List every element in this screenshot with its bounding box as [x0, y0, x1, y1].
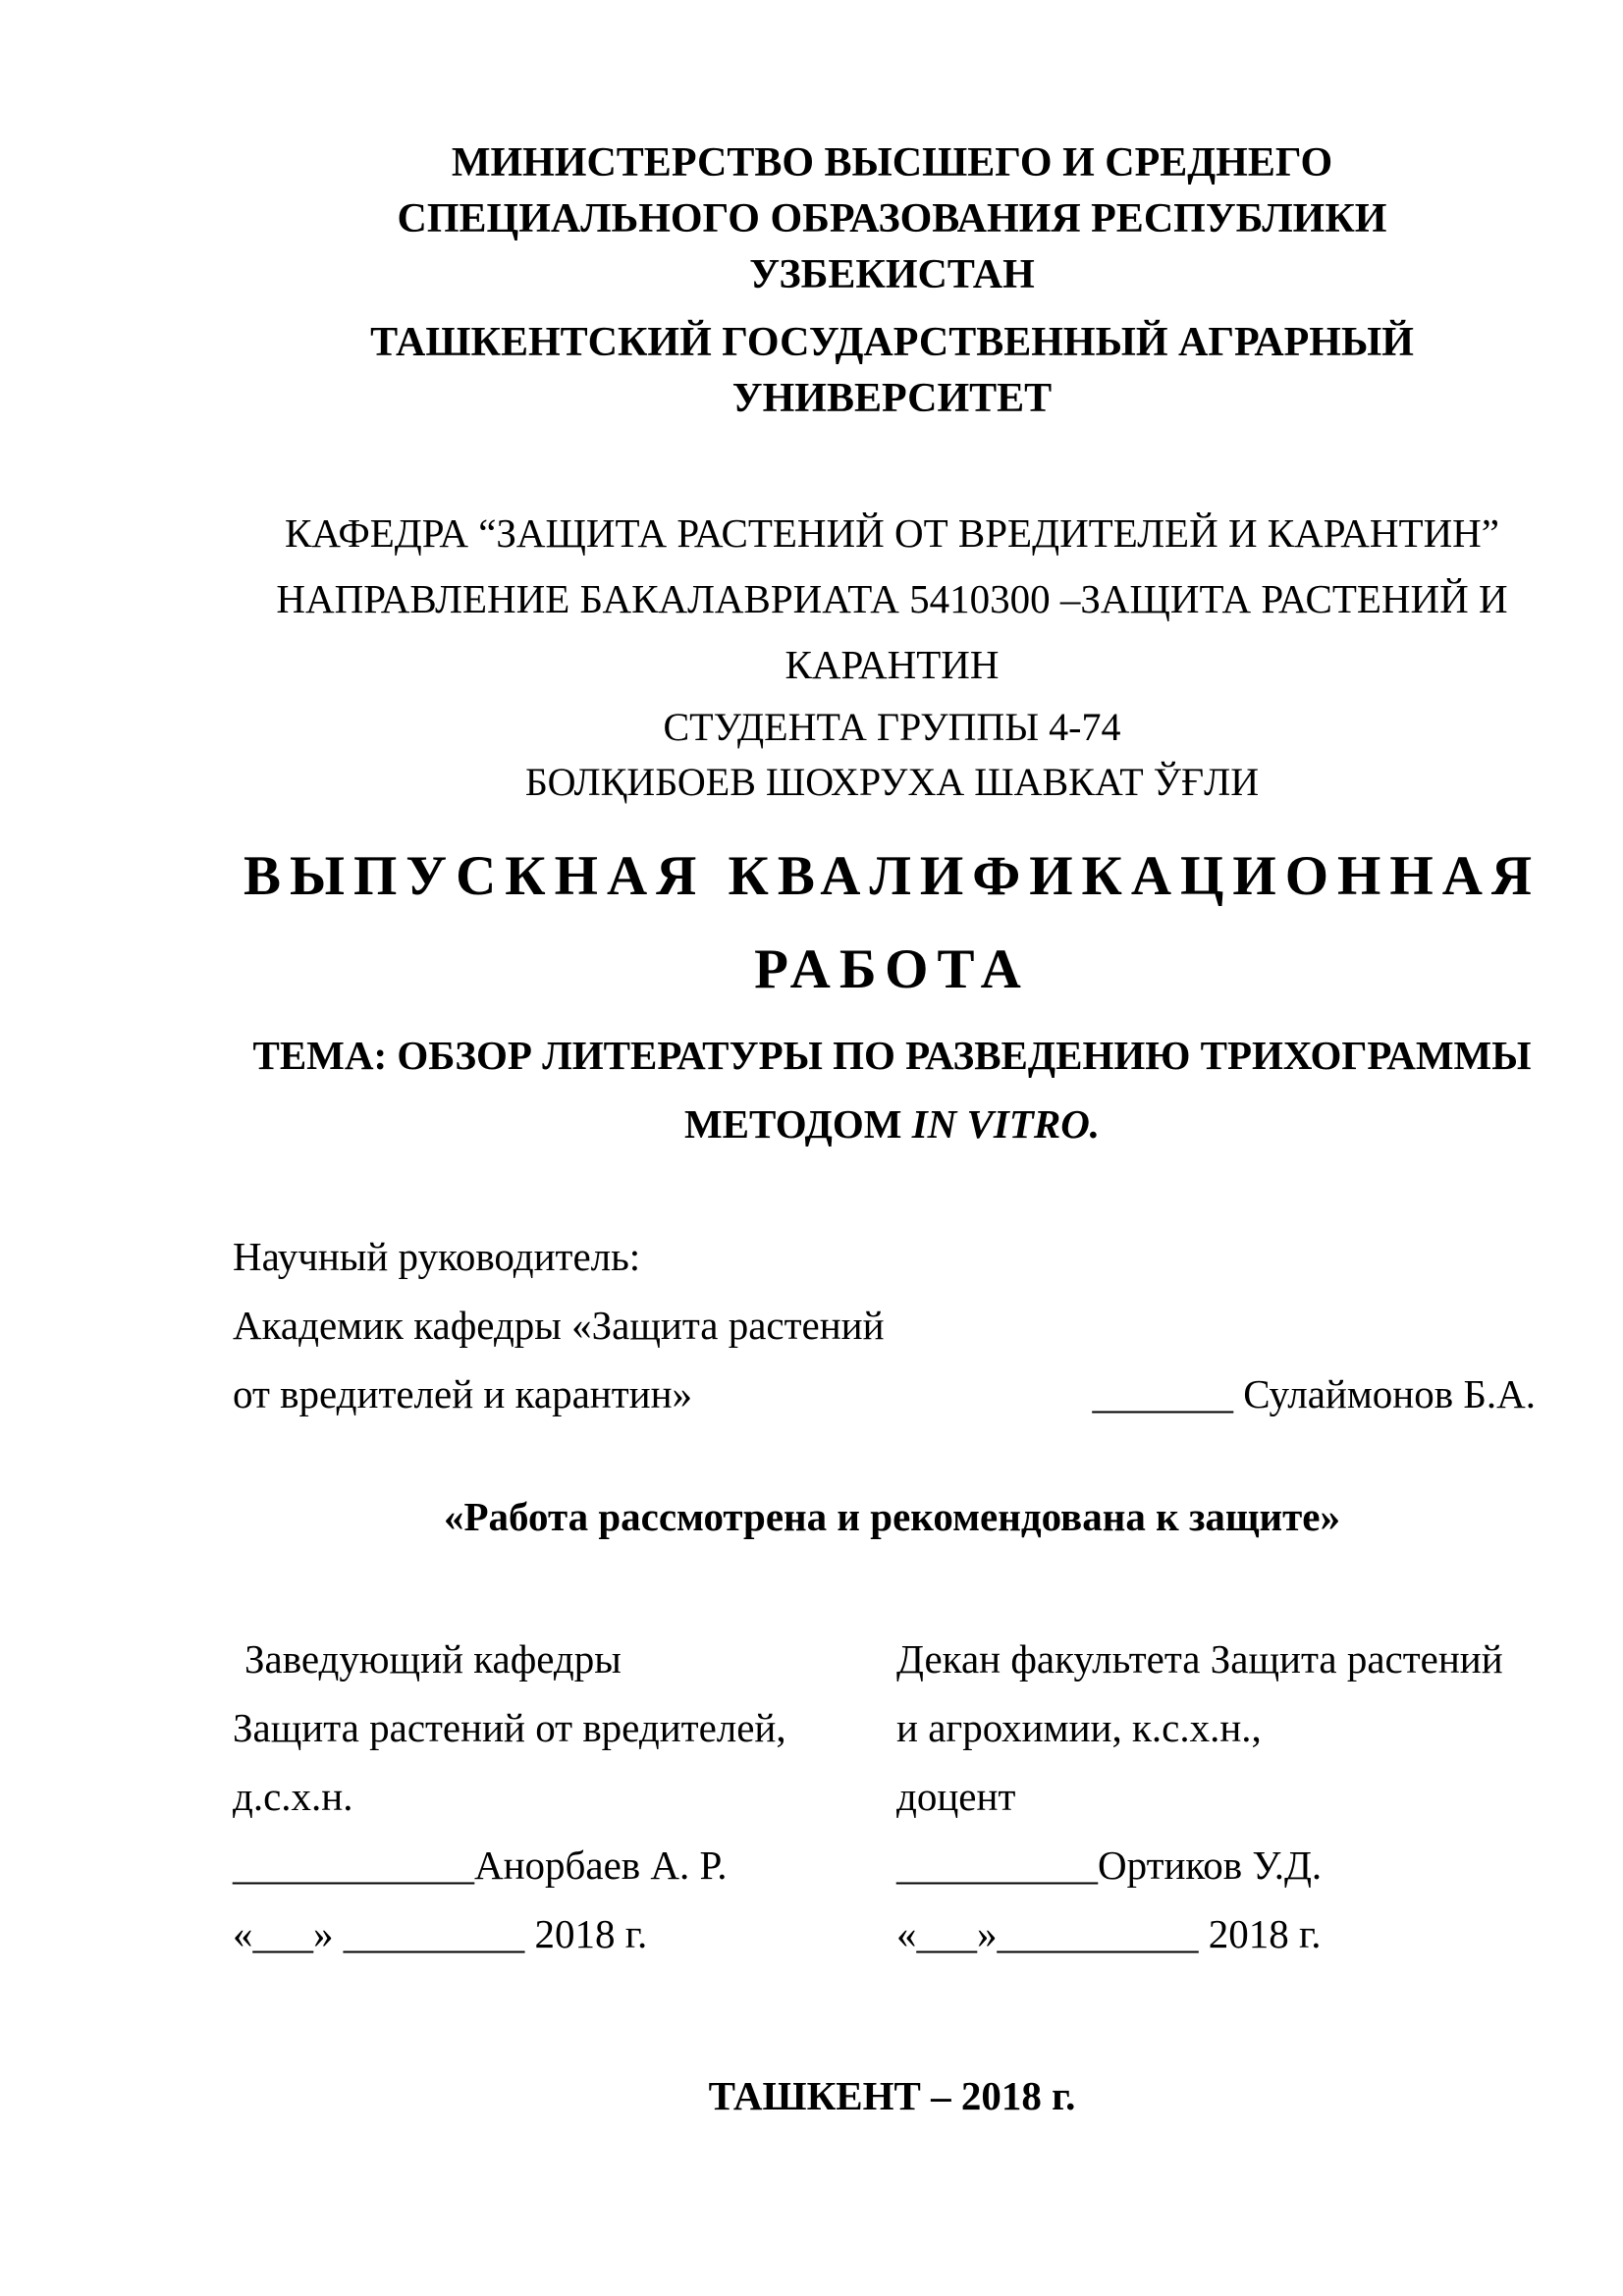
ministry-line-2: СПЕЦИАЛЬНОГО ОБРАЗОВАНИЯ РЕСПУБЛИКИ: [397, 196, 1387, 241]
student-group-line: СТУДЕНТА ГРУППЫ 4-74: [663, 705, 1121, 749]
supervisor-position-line-2: от вредителей и карантин»: [233, 1371, 693, 1416]
left-sig-line-3: д.с.х.н.: [233, 1774, 353, 1819]
department-block: [233, 501, 1551, 698]
left-date-line: «___» _________ 2018 г.: [233, 1911, 648, 1956]
theme-line-2-latin: IN VITRO.: [911, 1101, 1101, 1147]
program-line-2: КАРАНТИН: [784, 642, 1000, 687]
signature-columns: [233, 1625, 1551, 1968]
ministry-line-3: УЗБЕКИСТАН: [749, 252, 1035, 297]
right-signature-line: __________Ортиков У.Д.: [896, 1842, 1323, 1888]
right-sig-line-1: Декан факультета Защита растений: [896, 1636, 1503, 1682]
right-sig-line-2: и агрохимии, к.с.х.н.,: [896, 1705, 1262, 1750]
theme-line-2: [233, 1090, 1551, 1158]
program-line-1: НАПРАВЛЕНИЕ БАКАЛАВРИАТА 5410300 –ЗАЩИТА РАСТЕНИЙ И: [276, 576, 1508, 621]
university-line-2: УНИВЕРСИТЕТ: [731, 376, 1053, 421]
footer-city-year: ТАШКЕНТ – 2018 г.: [708, 2073, 1076, 2118]
supervisor-position-line-1: Академик кафедры «Защита растений: [233, 1303, 885, 1348]
thesis-title-line-1: ВЫПУСКНАЯ КВАЛИФИКАЦИОННАЯ: [243, 845, 1542, 907]
thesis-title: [233, 829, 1551, 1016]
theme-line-1: ТЕМА: ОБЗОР ЛИТЕРАТУРЫ ПО РАЗВЕДЕНИЮ ТРИХОГРАММЫ: [252, 1033, 1532, 1078]
university-heading: [233, 315, 1551, 427]
theme-block: [233, 1021, 1551, 1158]
left-sig-line-2: Защита растений от вредителей,: [233, 1705, 786, 1750]
supervisor-label: Научный руководитель:: [233, 1234, 641, 1279]
supervisor-block: [233, 1222, 1551, 1428]
theme-line-2-prefix: МЕТОДОМ: [683, 1101, 912, 1147]
student-name-line: БОЛҚИБОЕВ ШОХРУХА ШАВКАТ ЎҒЛИ: [524, 760, 1260, 804]
thesis-title-line-2: РАБОТА: [754, 938, 1030, 1000]
recommendation-line: «Работа рассмотрена и рекомендована к защите»: [444, 1494, 1340, 1539]
chair-line: КАФЕДРА “ЗАЩИТА РАСТЕНИЙ ОТ ВРЕДИТЕЛЕЙ И КАРАНТИН”: [285, 510, 1499, 556]
student-block: [233, 700, 1551, 810]
signature-block-head-of-chair: [233, 1625, 822, 1968]
right-sig-line-3: доцент: [896, 1774, 1016, 1819]
right-date-line: «___»__________ 2018 г.: [896, 1911, 1322, 1956]
supervisor-signature-row: [233, 1360, 1551, 1428]
university-line-1: ТАШКЕНТСКИЙ ГОСУДАРСТВЕННЫЙ АГРАРНЫЙ: [370, 320, 1414, 365]
ministry-heading: [233, 135, 1551, 303]
left-signature-line: ____________Анорбаев А. Р.: [233, 1842, 728, 1888]
ministry-line-1: МИНИСТЕРСТВО ВЫСШЕГО И СРЕДНЕГО: [451, 140, 1333, 186]
signature-block-dean: [896, 1625, 1551, 1968]
supervisor-signature-line: _______ Сулаймонов Б.А.: [1092, 1371, 1536, 1416]
left-sig-line-1: Заведующий кафедры: [244, 1636, 622, 1682]
